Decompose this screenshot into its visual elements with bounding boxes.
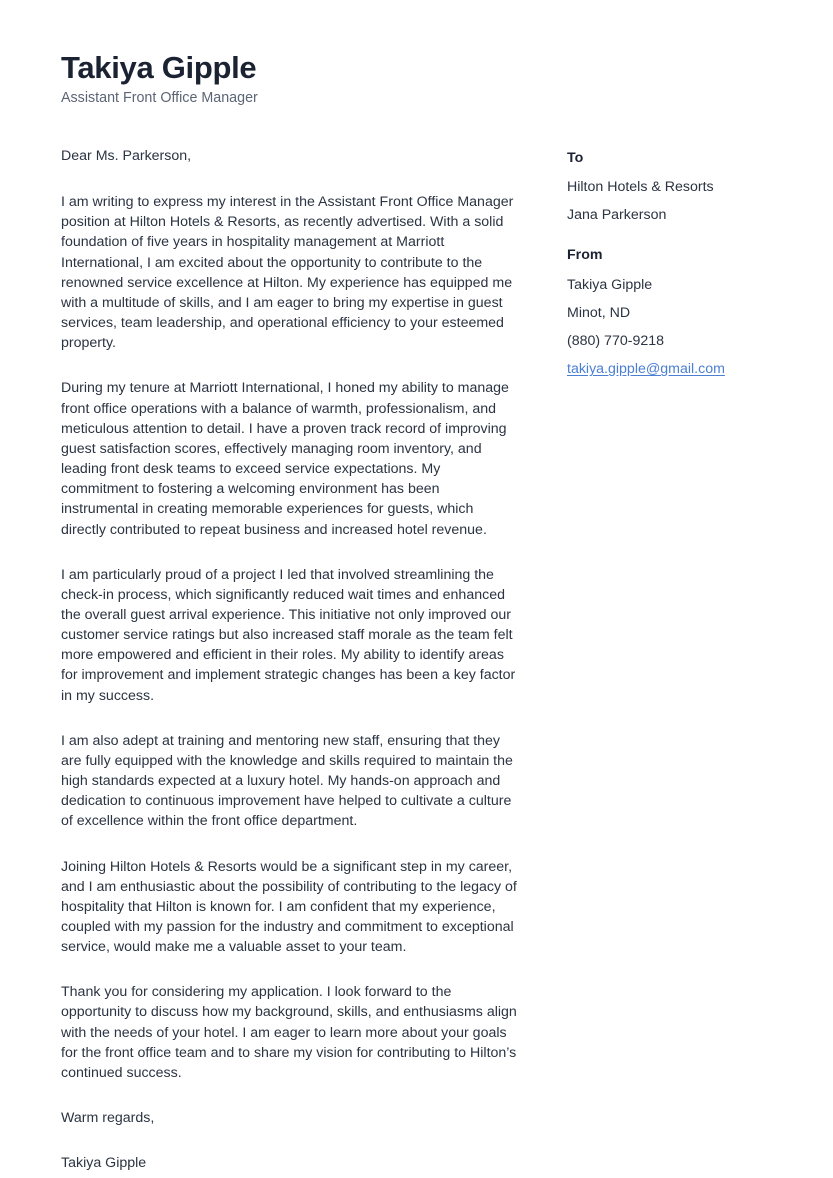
recipient-company: Hilton Hotels & Resorts xyxy=(567,179,714,196)
letter-paragraph: I am writing to express my interest in the Assistant Front Office Manager position at Hilton Hotels & Resorts, as recently advertised. With a solid foundation of five years in hospitality management at Marriott International, I am excited about the opportunity to contribute to the renowned service excellence at Hilton. My experience has equipped me with a multitude of skills, and I am eager to bring my expertise in guest services, team leadership, and operational efficiency to your esteemed property. xyxy=(61,194,514,352)
sender-phone: (880) 770-9218 xyxy=(567,332,665,349)
recipient-block xyxy=(567,148,792,225)
letter-paragraph: Thank you for considering my application. I look forward to the opportunity to discuss how my background, skills, and enthusiasms align with the needs of your hotel. I am eager to learn more about your goals for the front office team and to share my vision for contributing to Hilton’s continued success. xyxy=(61,984,517,1081)
sender-email-link[interactable]: takiya.gipple@gmail.com xyxy=(567,361,725,378)
recipient-name: Jana Parkerson xyxy=(567,207,667,224)
salutation: Dear Ms. Parkerson, xyxy=(61,148,192,164)
letter-paragraph: I am particularly proud of a project I led that involved streamlining the check-in process, which significantly reduced wait times and enhanced the overall guest arrival experience. This initiative not only improved our customer service ratings but also increased staff morale as the team felt more empowered and efficient in their roles. My ability to identify areas for improvement and implement strategic changes has been a key factor in my success. xyxy=(61,566,516,704)
contact-sidebar xyxy=(567,148,792,379)
letter-body xyxy=(61,146,519,1173)
from-heading: From xyxy=(567,247,603,264)
sender-location: Minot, ND xyxy=(567,304,631,321)
letter-paragraph: Joining Hilton Hotels & Resorts would be a significant step in my career, and I am enthusiastic about the possibility of contributing to the legacy of hospitality that Hilton is known for. I am confident that my experience, coupled with my passion for the industry and commitment to exceptional service, would make me a valuable asset to your team. xyxy=(61,858,517,956)
candidate-job-title: Assistant Front Office Manager xyxy=(61,89,258,106)
candidate-name: Takiya Gipple xyxy=(61,50,257,85)
sender-email-row xyxy=(567,359,792,379)
letter-paragraph: During my tenure at Marriott International, I honed my ability to manage front office operations with a balance of warmth, professionalism, and meticulous attention to detail. I have a proven track record of improving guest satisfaction scores, effectively managing room inventory, and leading front desk teams to exceed service expectations. My commitment to fostering a welcoming environment has been instrumental in creating memorable experiences for guests, which directly contributed to repeat business and increased hotel revenue. xyxy=(61,380,509,538)
closing-line: Warm regards, xyxy=(61,1110,155,1127)
signature-name: Takiya Gipple xyxy=(61,1155,147,1172)
sender-block xyxy=(567,245,792,379)
letterhead xyxy=(61,50,661,107)
letter-paragraph: I am also adept at training and mentoring new staff, ensuring that they are fully equipped with the knowledge and skills required to maintain the high standards expected at a luxury hotel. My hands-on approach and dedication to continuous improvement have helped to cultivate a culture of excellence within the front office department. xyxy=(61,732,513,830)
sender-name: Takiya Gipple xyxy=(567,276,653,293)
to-heading: To xyxy=(567,150,584,166)
